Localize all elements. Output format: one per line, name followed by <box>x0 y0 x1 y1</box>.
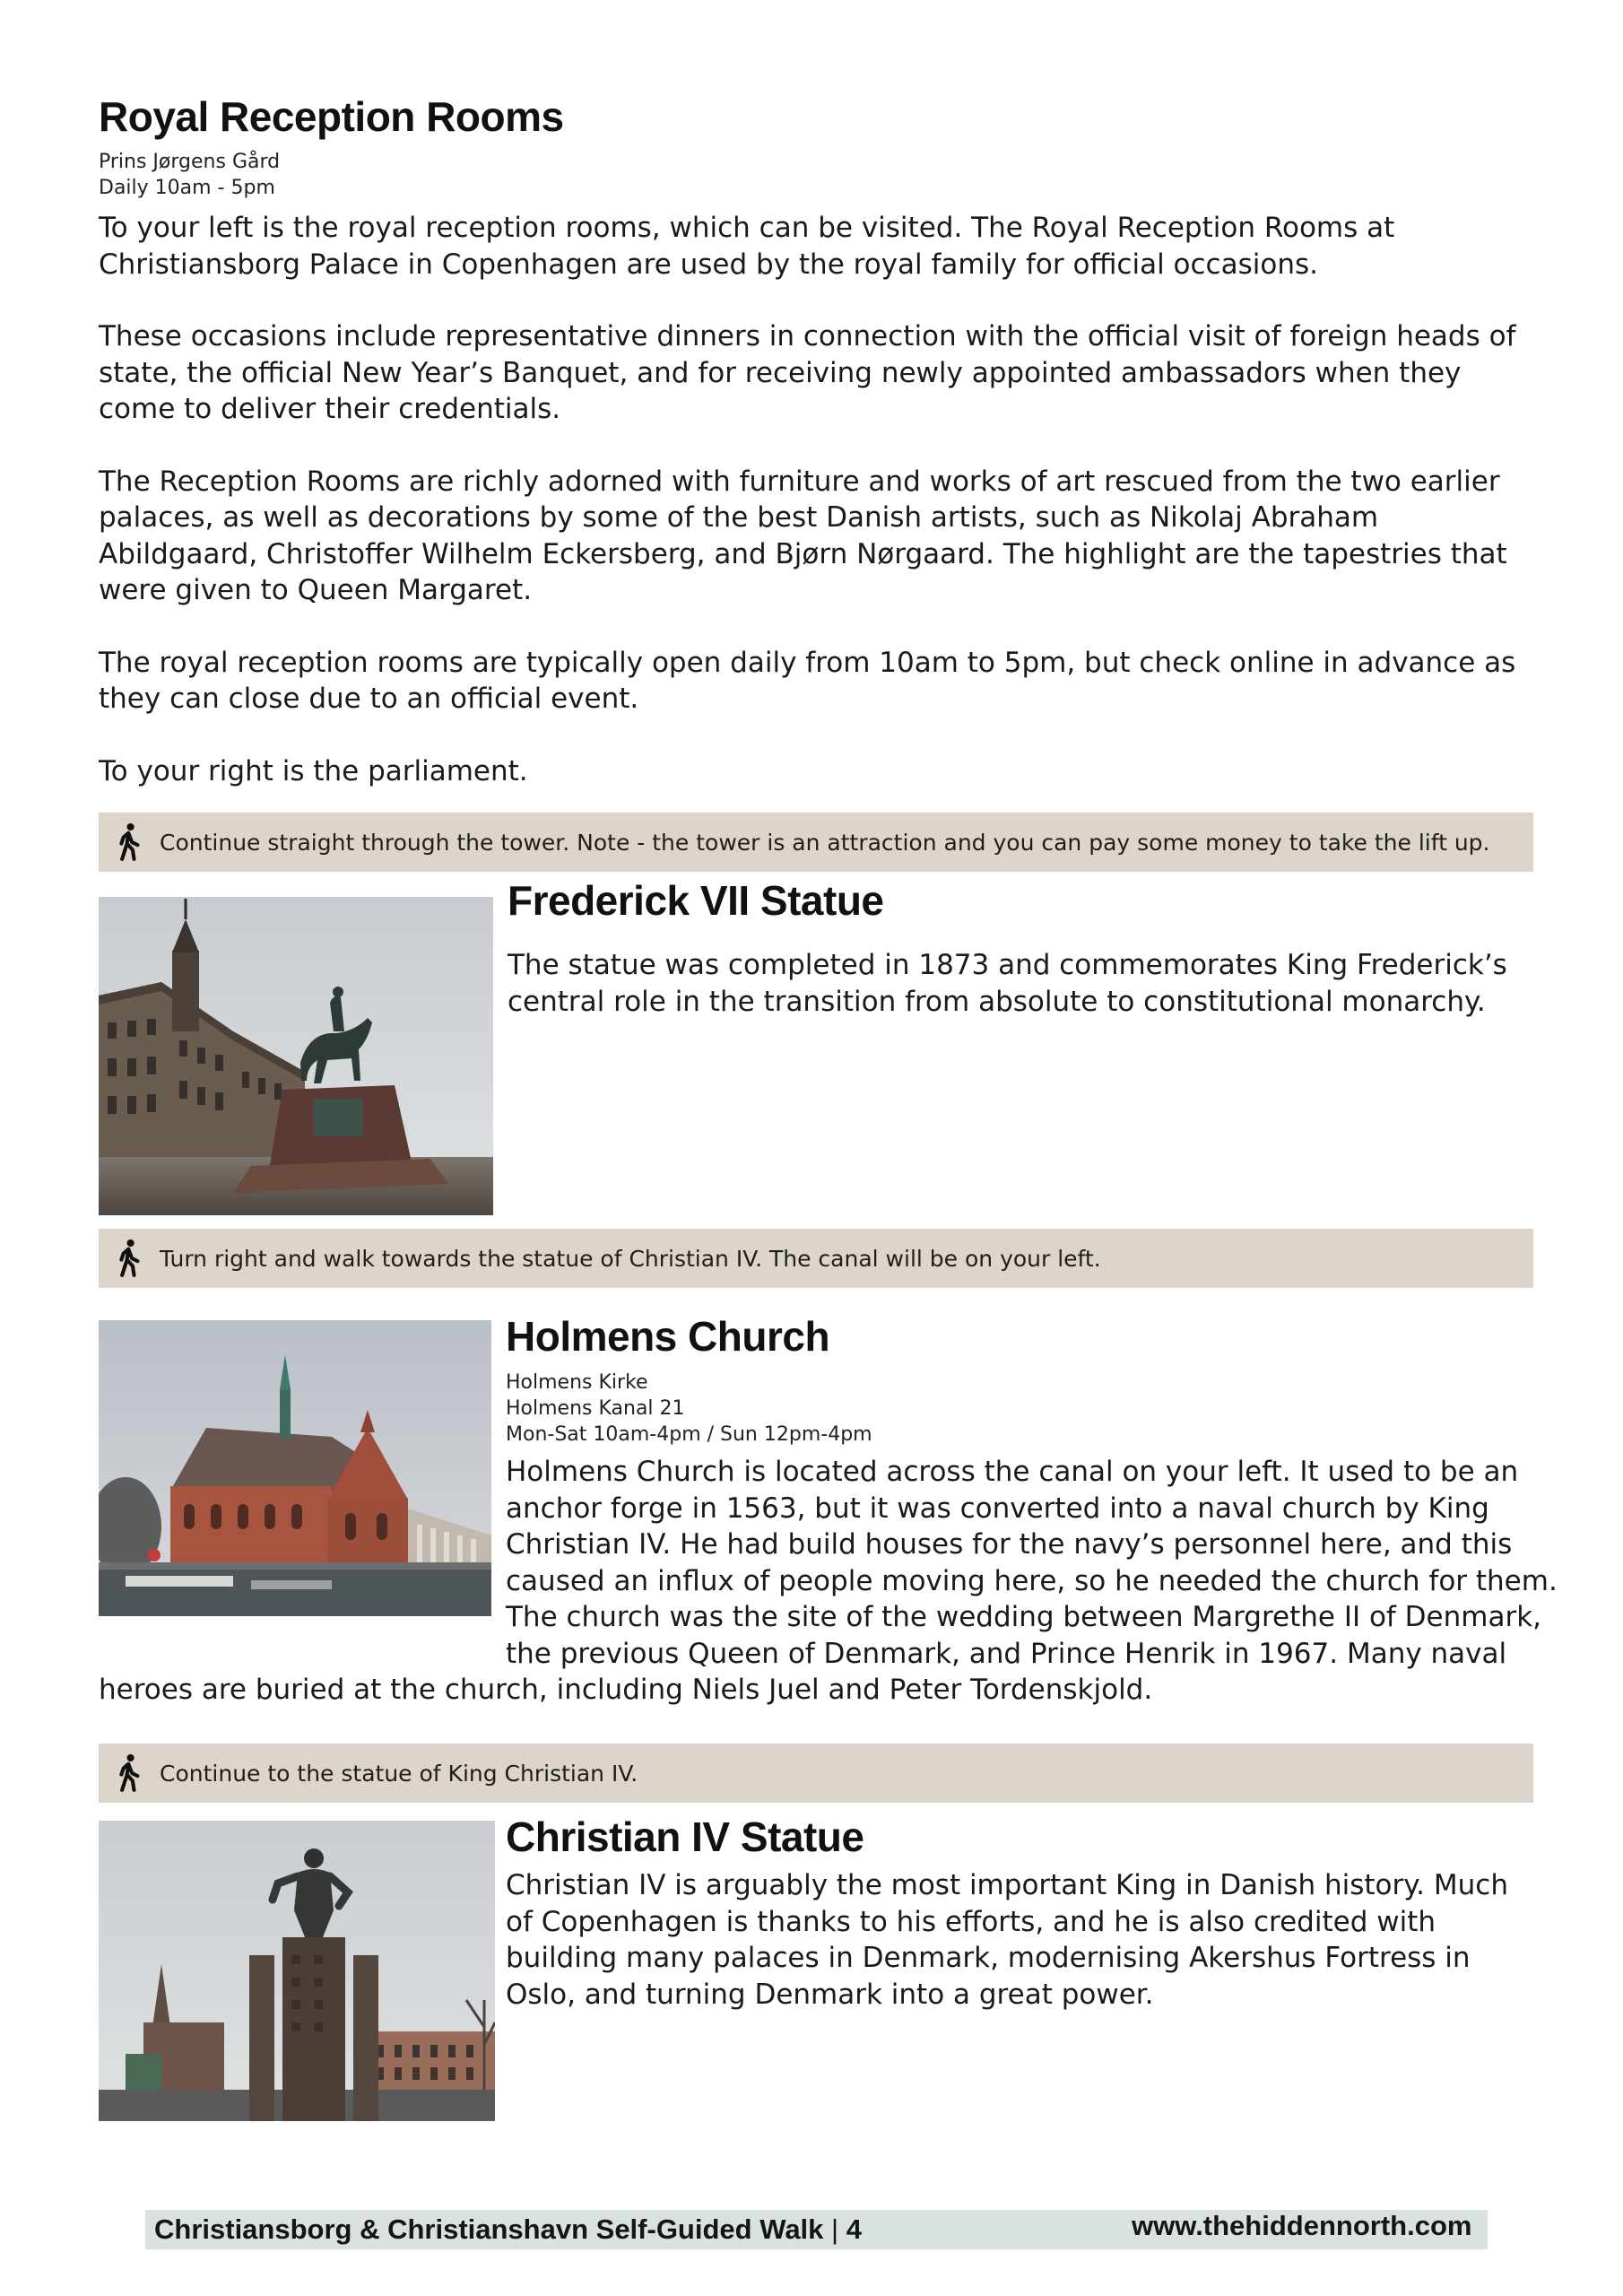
holmens-line: anchor forge in 1563, but it was converted into a naval church by King <box>506 1492 1489 1525</box>
royal-paragraph: To your right is the parliament. <box>99 754 528 787</box>
direction-text: Turn right and walk towards the statue of Christian IV. The canal will be on your left. <box>160 1245 1101 1272</box>
walking-person-icon <box>111 1753 147 1793</box>
holmens-line: Christian IV. He had build houses for the navy’s personnel here, and this <box>506 1528 1513 1561</box>
direction-bar <box>99 813 1533 872</box>
royal-paragraph: The royal reception rooms are typically open daily from 10am to 5pm, but check online in advance as they can close due to an official event. <box>99 646 1516 715</box>
footer-title: Christiansborg & Christianshavn Self-Guided Walk <box>154 2213 824 2245</box>
holmens-address: Holmens Kanal 21 <box>506 1397 685 1420</box>
direction-bar <box>99 1744 1533 1803</box>
royal-paragraph: The Reception Rooms are richly adorned with furniture and works of art rescued from the two earlier palaces, as well as decorations by some of the best Danish artists, such as Nikolaj Abraham Abildgaard, Christoffer Wilhelm Eckersberg, and Bjørn Nørgaard. The highlight are the tapestries that were given to Queen Margaret. <box>99 465 1507 606</box>
holmens-hours: Mon-Sat 10am-4pm / Sun 12pm-4pm <box>506 1423 872 1446</box>
holmens-church-photo <box>99 1320 491 1616</box>
royal-hours: Daily 10am - 5pm <box>99 177 275 199</box>
direction-text: Continue straight through the tower. Note - the tower is an attraction and you can pay some money to take the lift up. <box>160 829 1490 856</box>
royal-paragraph: These occasions include representative dinners in connection with the official visit of foreign heads of state, the official New Year’s Banquet, and for receiving newly appointed ambassadors when they come to deliver their credentials. <box>99 320 1516 425</box>
holmens-local-name: Holmens Kirke <box>506 1371 648 1394</box>
christian-statue-photo <box>99 1821 495 2121</box>
holmens-line: caused an influx of people moving here, so he needed the church for them. <box>506 1564 1558 1597</box>
royal-paragraph: To your left is the royal reception rooms, which can be visited. The Royal Reception Rooms at Christiansborg Palace in Copenhagen are used by the royal family for official occasions. <box>99 212 1395 281</box>
christian-description: Christian IV is arguably the most important King in Danish history. Much of Copenhagen is thanks to his efforts, and he is also credited with building many palaces in Denmark, modernising Akershus Fortress in Oslo, and turning Denmark into a great power. <box>506 1869 1508 2011</box>
royal-address: Prins Jørgens Gård <box>99 151 281 173</box>
walking-person-icon <box>111 822 147 862</box>
frederick-description: The statue was completed in 1873 and commemorates King Frederick’s central role in the transition from absolute to constitutional monarchy. <box>508 949 1507 1018</box>
walking-person-icon <box>111 1239 147 1278</box>
holmens-line: Holmens Church is located across the canal on your left. It used to be an <box>506 1456 1519 1488</box>
section-title-holmens-church: Holmens Church <box>506 1313 830 1360</box>
holmens-line: The church was the site of the wedding between Margrethe II of Denmark, <box>506 1601 1542 1633</box>
footer-website-link[interactable]: www.thehiddennorth.com <box>1132 2210 1472 2241</box>
frederick-statue-photo <box>99 897 493 1215</box>
page-number: 4 <box>846 2213 862 2245</box>
direction-bar <box>99 1229 1533 1288</box>
section-title-christian-statue: Christian IV Statue <box>506 1813 864 1860</box>
holmens-description <box>506 1454 1558 1672</box>
section-title-royal-reception-rooms: Royal Reception Rooms <box>99 93 564 140</box>
royal-description <box>99 210 1533 789</box>
holmens-line: the previous Queen of Denmark, and Prince Henrik in 1967. Many naval <box>506 1637 1507 1670</box>
direction-text: Continue to the statue of King Christian IV. <box>160 1760 638 1787</box>
footer-guide-title: Christiansborg & Christianshavn Self-Guided Walk | 4 <box>154 2213 862 2245</box>
section-title-frederick-statue: Frederick VII Statue <box>508 877 884 924</box>
holmens-description-continued: heroes are buried at the church, including Niels Juel and Peter Tordenskjold. <box>99 1674 1153 1706</box>
